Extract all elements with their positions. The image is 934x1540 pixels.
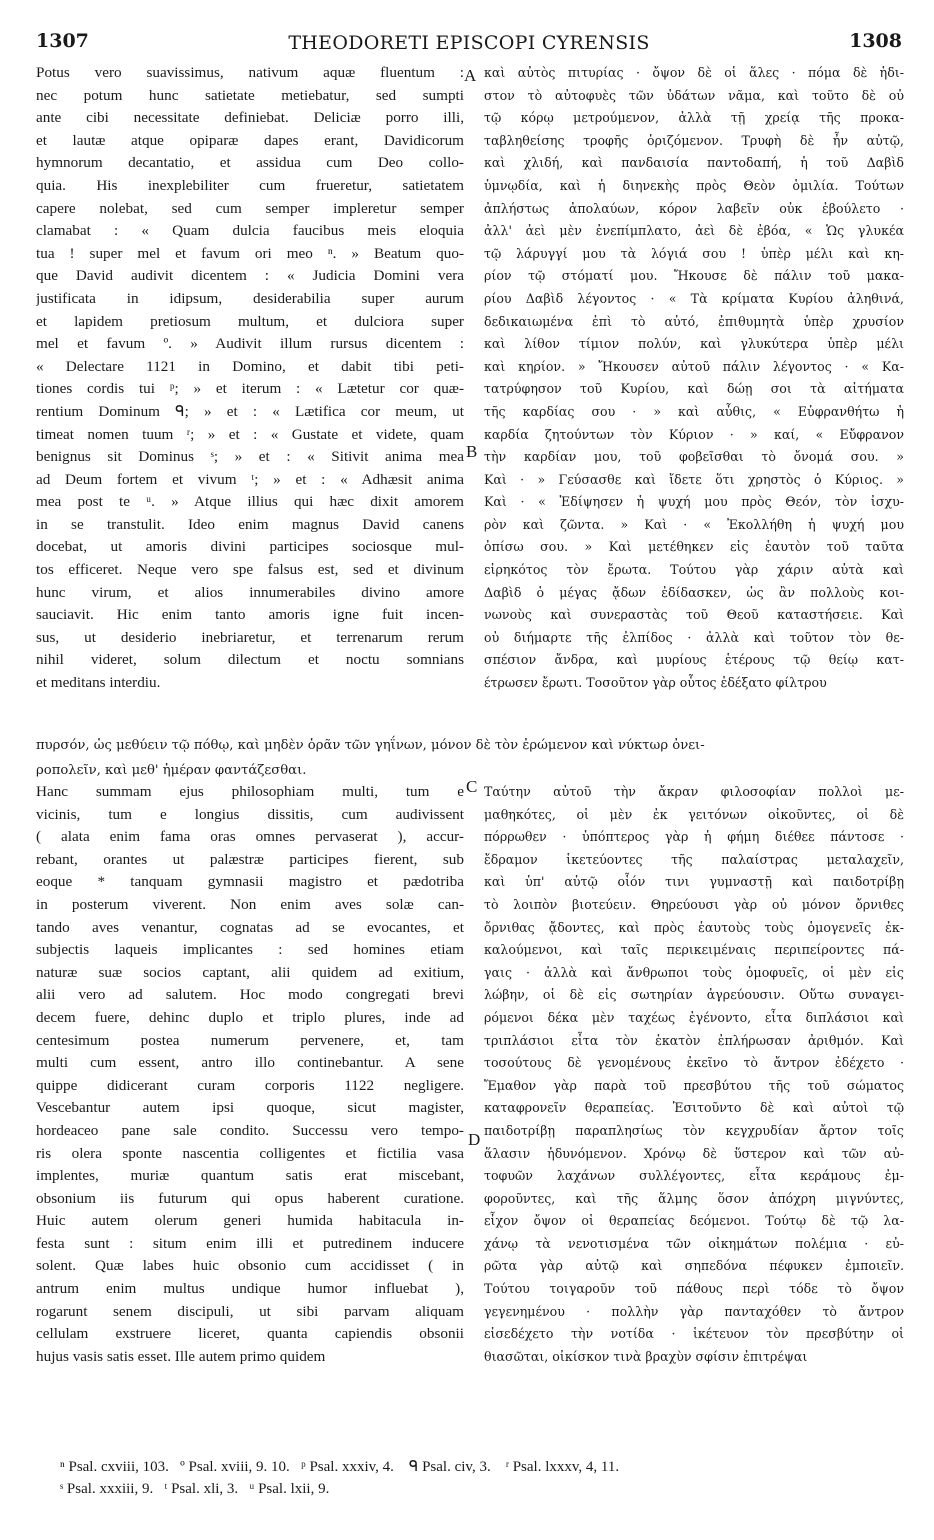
section-marker-b: B (466, 442, 478, 461)
latin-text-line: ( alata enim fama oras omnes pervaserat ), accur- (36, 828, 464, 846)
greek-text-line: τοφυῶν λαχάνων συλλέγοντες, εἶτα κεράμους ἐμ- (484, 1168, 904, 1184)
latin-text-line: subjectis laqueis implicantes : sed homines etiam (36, 941, 464, 959)
greek-text-line: πυρσόν, ὡς μεθύειν τῷ πόθῳ, καὶ μηδὲν ὁρᾶν τῶν γηΐνων, μόνον δὲ τὸν ἐρώμενον καὶ νύκτωρ ὀνει- (36, 738, 705, 753)
greek-text-line: ἅλασιν ἡδυνόμενον. Χρόνῳ δὲ ὕστερον καὶ τῶν αὐ- (484, 1145, 904, 1161)
greek-text-line: καὶ αὐτὸς πιτυρίας · ὄψον δὲ οἱ ἅλες · πόμα δὲ ἡδι- (484, 65, 904, 80)
running-title: THEODORETI EPISCOPI CYRENSIS (288, 32, 650, 54)
greek-text-line: ὄρνιθας ᾄδοντες, καὶ πρὸς ἑαυτοὺς τοὺς ὁμογενεῖς ἐκ- (484, 919, 904, 935)
greek-text-line: έτρωσεν ἔρωτι. Τοσοῦτον γὰρ οὗτος ἐδέξατο φίλτρου (484, 675, 827, 691)
latin-text-line: sus, ut desiderio inebriaretur, et terrenarum rerum (36, 628, 464, 646)
greek-text-line: ἀπλήστως ἀπολαύων, κόρον λαβεῖν οὐκ ἐβούλετο · (484, 200, 904, 216)
latin-text-line: ris olera sponte nascentia colligentes et fictilia vasa (36, 1144, 464, 1162)
latin-text-line: rentium Dominum ᑫ; » et : « Lætifica cor meum, ut (36, 402, 464, 420)
greek-text-line: ἔδραμον ἱκετεύοντες τῆς παλαίστρας μεταλαχεῖν, (484, 851, 904, 867)
latin-text-line: solent. Quæ labes huic obsonio cum accidisset ( in (36, 1257, 464, 1275)
greek-text-line: δεδικαιωμένα ἐπὶ τὸ αὐτό, ἐπιθυμητὰ ὑπὲρ χρυσίον (484, 313, 904, 329)
greek-text-line: ὀπίσω σου. » Καὶ μετέθηκεν εἰς ἑαυτὸν τοῦ ταῦτα (484, 539, 904, 555)
left-column-number: 1307 (36, 30, 89, 52)
latin-text-line: clamabat : « Quam dulcia faucibus meis eloquia (36, 222, 464, 240)
greek-text-line: οὐ διήμαρτε τῆς ἐλπίδος · ἀλλὰ καὶ τοῦτον τὸν θε- (484, 629, 904, 645)
greek-text-line: καλούμενοι, καὶ ταῖς περικειμέναις περιπείροντες πά- (484, 942, 904, 958)
greek-text-line: θιασῶται, οἰκίσκον τινὰ βραχὺν σφίσιν ἐπιτρέψαι (484, 1348, 808, 1364)
latin-column-top (36, 62, 464, 695)
section-marker-d: D (468, 1130, 481, 1149)
latin-text-line: que David audivit dicentem : « Judicia Domini vera (36, 267, 464, 285)
greek-text-line: Ταύτην αὐτοῦ τὴν ἄκραν φιλοσοφίαν πολλοὶ με- (484, 784, 904, 799)
latin-text-line: hordeaceo pane sale condito. Successu vero tempo- (36, 1121, 464, 1139)
latin-text-line: Potus vero suavissimus, nativum aquæ fluentum : (36, 64, 464, 81)
latin-text-line: obsonium iis futurum qui opus haberent curatione. (36, 1189, 464, 1207)
greek-text-line: τῆς καρδίας σου · » καὶ αὖθις, « Εὐφρανθήτω ἡ (484, 403, 904, 419)
latin-text-line: et lautæ atque opiparæ dapes erant, Davidicorum (36, 131, 464, 149)
greek-text-line: μαθηκότες, οἱ μὲν ἐκ γειτόνων οἰκοῦντες, οἱ δὲ (484, 806, 904, 822)
greek-text-line: πόρρωθεν · ὑπόπτερος γὰρ ἡ φήμη διέθεε πάντοσε · (484, 829, 904, 845)
latin-text-line: Huic autem olerum generi humida habitacula in- (36, 1212, 464, 1230)
greek-text-line: τριπλάσιοι εἶτα τὸν ἑκατὸν ἐπλήρωσαν ἀριθμόν. Καὶ (484, 1032, 904, 1048)
latin-text-line: quippe didicerant curam corporis 1122 negligere. (36, 1076, 464, 1094)
latin-text-line: festa sunt : situm enim illi et putredinem inducere (36, 1234, 464, 1252)
greek-text-line: εἶχον ὄψον οἱ θεραπείας δεόμενοι. Τούτῳ δὲ τῷ λα- (484, 1213, 904, 1229)
latin-text-line: hunc virum, et alios innumerabiles divino amore (36, 583, 464, 601)
latin-text-line: Hanc summam ejus philosophiam multi, tum e (36, 783, 464, 800)
greek-full-width-lines (36, 733, 902, 783)
latin-text-line: tos efficeret. Neque vero spe falsus est, sed et divinum (36, 561, 464, 579)
greek-text-line: χάνῳ τὰ νενοτισμένα τῶν οἰκημάτων πολέμια · εὐ- (484, 1235, 904, 1251)
latin-text-line: nihil videret, solum dilectum et noctu somnians (36, 651, 464, 669)
greek-column-top (484, 62, 904, 695)
latin-text-line: sauciavit. Hic enim tanto amoris igne fuit incen- (36, 606, 464, 624)
latin-text-line: ad Deum fortem et vivum ᵗ; » et : « Adhæsit anima (36, 470, 464, 488)
latin-text-line: implentes, muriæ quantum satis erat miscebant, (36, 1167, 464, 1185)
latin-text-line: docebat, ut amoris divini participes sociosque mul- (36, 538, 464, 556)
greek-text-line: γαις · ἀλλὰ καὶ ἄνθρωποι τοὺς ὁμοφυεῖς, οἱ μὲν εἰς (484, 964, 904, 980)
latin-text-line: capere nolebat, sed cum semper impleretur semper (36, 199, 464, 217)
greek-text-line: καρδία ζητούντων τὸν Κύριον · » καί, « Εὔφρανον (484, 426, 904, 442)
greek-text-line: Καὶ · » Γεύσασθε καὶ ἴδετε ὅτι χρηστὸς ὁ Κύριος. » (484, 471, 904, 487)
greek-column-bottom (484, 781, 904, 1368)
greek-text-line: ρῶτα γὰρ αὐτῷ καὶ σηπεδόνα πέφυκεν ἐμποιεῖν. (484, 1258, 904, 1274)
greek-text-line: ρὸν καὶ ζῶντα. » Καὶ · « Ἐκολλήθη ἡ ψυχή μου (484, 516, 904, 532)
greek-text-line: Ἔμαθον γὰρ παρὰ τοῦ πρεσβύτου τῆς τοῦ σώματος (484, 1077, 904, 1093)
greek-text-line: φοροῦντες, καὶ τῆς ἅλμης ὅσον ἀπόχρη μιγνύντες, (484, 1190, 904, 1206)
latin-text-line: nec potum hunc satietate metiebatur, sed sumpti (36, 86, 464, 104)
latin-text-line: hujus vasis satis esset. Ille autem primo quidem (36, 1347, 326, 1365)
right-column-number: 1308 (849, 30, 902, 52)
latin-text-line: naturæ suæ socios captant, alii quidem ad exitium, (36, 963, 464, 981)
greek-text-line: ρίου Δαβὶδ λέγοντος · « Τὰ κρίματα Κυρίου ἀληθινά, (484, 290, 904, 306)
greek-text-line: τὴν καρδίαν μου, τοῦ φοβεῖσθαι τὸ ὄνομά σου. » (484, 449, 904, 465)
latin-text-line: alii vero ad salutem. Hoc modo congregati brevi (36, 986, 464, 1004)
latin-text-line: centesimum postea numerum pervenere, et, tam (36, 1031, 464, 1049)
greek-text-line: ἀλλ' ἀεὶ μὲν ἐνεπίμπλατο, ἀεὶ δὲ ἐβόα, « Ὡς γλυκέα (484, 223, 904, 239)
greek-text-line: ρόμενοι δέκα μὲν ταχέως ἐγένοντο, εἶτα διπλάσιοι καὶ (484, 1009, 904, 1025)
footnotes (60, 1456, 890, 1500)
greek-text-line: στον τὸ αὐτοφυὲς τῶν ὑδάτων νᾶμα, καὶ τοῦτο δὲ οὐ (484, 87, 904, 103)
greek-text-line: ταβληθείσης τροφῆς ὁριζόμενον. Τρυφὴ δὲ ἦν αὐτῷ, (484, 132, 904, 148)
latin-text-line: mel et favum º. » Audivit illum rursus dicentem : (36, 335, 464, 353)
greek-text-line: τοσούτους δὲ γενομένους ἐκεῖνο τὸ ἄντρον ἐδέχετο · (484, 1055, 904, 1071)
greek-text-line: καὶ ὑπ' αὐτῷ οἷόν τινι γυμναστῇ καὶ παιδοτρίβῃ (484, 874, 904, 890)
greek-text-line: καταφρονεῖν θεραπείας. Ἐσιτοῦντο δὲ καὶ αὐτοὶ τῷ (484, 1100, 904, 1116)
latin-text-line: tiones cordis tui ᵖ; » et iterum : « Lætetur cor quæ- (36, 380, 464, 398)
latin-text-line: antrum enim multus undique humor influebat ), (36, 1280, 464, 1298)
latin-text-line: decem fuere, dehinc duplo et triplo plures, inde ad (36, 1008, 464, 1026)
latin-text-line: rogarunt senem discipuli, ut sibi parvam aliquam (36, 1302, 464, 1320)
greek-text-line: σπέσιον ἄνδρα, καὶ μυρίους ἑτέρους τῷ θείῳ κατ- (484, 652, 904, 668)
latin-text-line: hymnorum decantatio, et assidua cum Deo collo- (36, 154, 464, 172)
latin-text-line: cellulam exstruere liceret, quanta capiendis obsonii (36, 1325, 464, 1343)
greek-text-line: τατρύφησον τοῦ Κυρίου, καὶ δώῃ σοι τὰ αἰτήματα (484, 381, 904, 397)
greek-text-line: παιδοτρίβῃ παραπλησίως τὸν κεγχρυδίαν ἄρτον τοῖς (484, 1122, 904, 1138)
section-marker-a: A (464, 66, 477, 85)
latin-text-line: quia. His inexplebiliter cum frueretur, satietatem (36, 176, 464, 194)
latin-text-line: justificata in idipsum, desiderabilia super aurum (36, 289, 464, 307)
greek-text-line: γεγενημένου · πολλὴν γὰρ πανταχόθεν τὸ ἄντρον (484, 1303, 904, 1319)
latin-text-line: vicinis, tum e longius dissitis, cum audivissent (36, 805, 464, 823)
greek-text-line: τῷ κόρῳ μετρούμενον, ἀλλὰ τῇ χρείᾳ τῆς προκα- (484, 110, 904, 126)
latin-text-line: mea post te ᵘ. » Atque illius qui hæc dixit amorem (36, 493, 464, 511)
running-header (36, 30, 902, 60)
greek-text-line: καὶ κηρίον. » Ἤκουσεν αὐτοῦ πάλιν λέγοντος · « Κα- (484, 358, 904, 374)
greek-text-line: ὑμνῳδία, καὶ ἡ διηνεκὴς πρὸς Θεὸν ὁμιλία. Τούτων (484, 177, 904, 193)
greek-text-line: Δαβὶδ ὁ μέγας ᾄδων ἐδίδασκεν, ὡς ἂν πολλοὺς κοι- (484, 584, 904, 600)
latin-text-line: timeat nomen tuum ʳ; » et : « Gustate et videte, quam (36, 425, 464, 443)
latin-text-line: multi cum essent, antro illo continebantur. A sene (36, 1054, 464, 1072)
latin-text-line: « Delectare 1121 in Domino, et dabit tibi peti- (36, 357, 464, 375)
latin-text-line: et lapidem pretiosum multum, et dulciora super (36, 312, 464, 330)
footnote-line: ⁿ Psal. cxviii, 103. º Psal. xviii, 9. 10. ᵖ Psal. xxxiv, 4. ᑫ Psal. civ, 3. ʳ Psal. lxxxv, 4, 11. (60, 1459, 620, 1475)
greek-text-line: νωνοὺς καὶ συνεραστὰς τοῦ Θεοῦ καταστήσειε. Καὶ (484, 607, 904, 623)
greek-text-line: καὶ λίθον τίμιον πολύν, καὶ γλυκύτερα ὑπὲρ μέλι (484, 336, 904, 352)
greek-text-line: λώβην, οἱ δὲ εἰς σωτηρίαν ἀγρεύουσιν. Οὕτω συναγει- (484, 987, 904, 1003)
latin-text-line: in posterum viverent. Non enim aves solæ can- (36, 895, 464, 913)
latin-text-line: Vescebantur autem ipsi quoque, sicut magister, (36, 1099, 464, 1117)
greek-text-line: τῷ λάρυγγί μου τὰ λόγιά σου ! ὑπὲρ μέλι καὶ κη- (484, 245, 904, 261)
latin-text-line: benignus sit Dominus ˢ; » et : « Sitivit anima mea (36, 448, 464, 466)
greek-text-line: Τούτου τοιγαροῦν τοῦ πάθους περὶ τόδε τὸ ὄψον (484, 1281, 904, 1297)
latin-text-line: tando aves venantur, cognatas ad se evocantes, et (36, 918, 464, 936)
latin-column-bottom (36, 781, 464, 1368)
greek-text-line: καὶ χλιδή, καὶ πανδαισία παντοδαπή, ἡ τοῦ Δαβὶδ (484, 155, 904, 171)
latin-text-line: rebant, orantes ut palæstræ participes fierent, sub (36, 850, 464, 868)
latin-text-line: et meditans interdiu. (36, 674, 161, 692)
footnote-line: ˢ Psal. xxxiii, 9. ᵗ Psal. xli, 3. ᵘ Psal. lxii, 9. (60, 1481, 330, 1497)
section-marker-c: C (466, 777, 478, 796)
latin-text-line: eoque * tanquam gymnasii magistro et pædotriba (36, 873, 464, 891)
greek-text-line: εἰρηκότος τὸν ἔρωτα. Τούτου γὰρ χάριν αὐτὰ καὶ (484, 562, 904, 578)
latin-text-line: tua ! super mel et favum ori meo ⁿ. » Beatum quo- (36, 244, 464, 262)
greek-text-line: ροπολεῖν, καὶ μεθ' ἡμέραν φαντάζεσθαι. (36, 763, 307, 778)
latin-text-line: ante cibi necessitate definiebat. Deliciæ porro illi, (36, 109, 464, 127)
latin-text-line: in se transtulit. Ideo enim magnus David canens (36, 515, 464, 533)
greek-text-line: ρίον τῷ στόματί μου. Ἤκουσε δὲ πάλιν τοῦ μακα- (484, 268, 904, 284)
greek-text-line: Καὶ · « Ἐδίψησεν ἡ ψυχή μου πρὸς Θεόν, τὸν ἰσχυ- (484, 494, 904, 510)
greek-text-line: τὸ λοιπὸν βιοτεύειν. Θηρεύουσι γὰρ οὐ μόνον ὄρνιθες (484, 896, 904, 912)
greek-text-line: εἰσεδέχετο τὴν νοτίδα · ἱκέτευον τὸν πρεσβύτην οἱ (484, 1326, 904, 1342)
